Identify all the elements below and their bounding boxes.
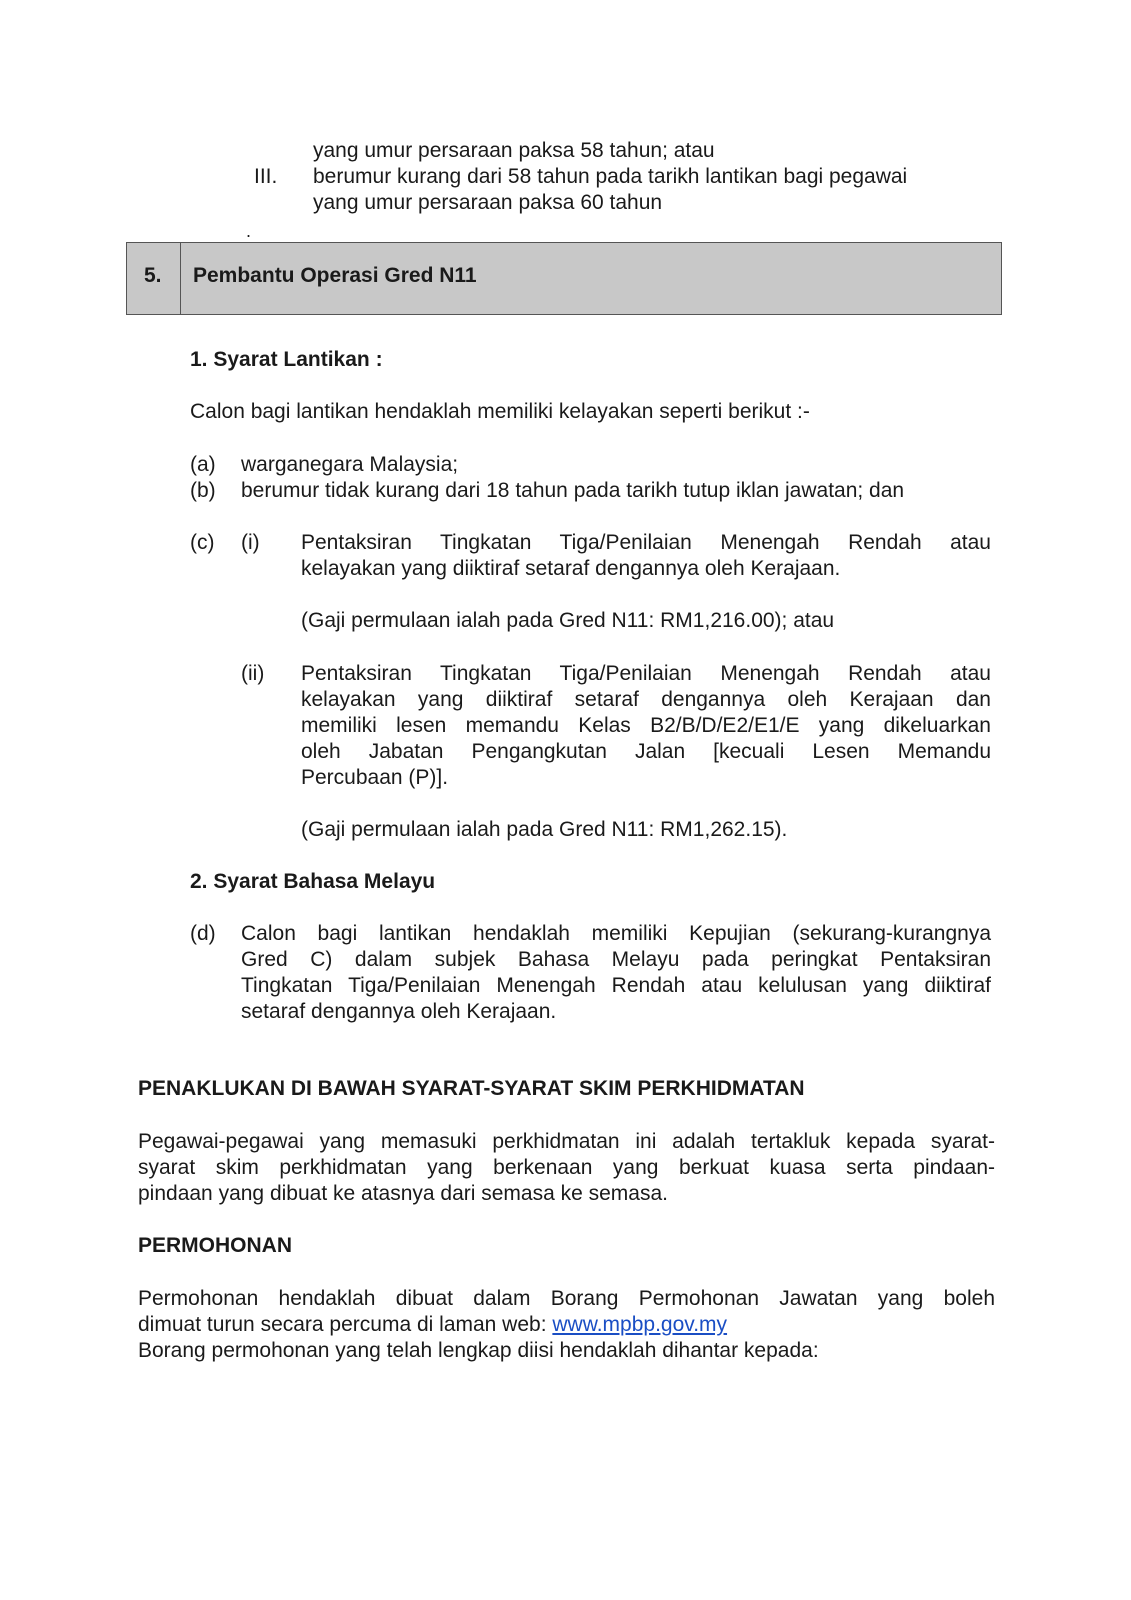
heading-penaklukan: PENAKLUKAN DI BAWAH SYARAT-SYARAT SKIM PERKHIDMATAN: [138, 1077, 805, 1100]
section-number: 5.: [144, 264, 162, 287]
subitem-i-line: Pentaksiran Tingkatan Tiga/Penilaian Menengah Rendah atau: [301, 531, 991, 554]
heading-syarat-lantikan: 1. Syarat Lantikan :: [190, 348, 383, 371]
item-marker-c: (c): [190, 531, 215, 554]
subitem-marker-i: (i): [241, 531, 260, 554]
permohonan-line: [138, 1312, 727, 1338]
intro-text: Calon bagi lantikan hendaklah memiliki kelayakan seperti berikut :-: [190, 400, 810, 423]
website-link[interactable]: www.mpbp.gov.my: [552, 1313, 728, 1336]
item-marker-b: (b): [190, 479, 216, 502]
section-header-divider: [180, 243, 181, 314]
section-title: Pembantu Operasi Gred N11: [193, 264, 477, 287]
item-d-line: setaraf dengannya oleh Kerajaan.: [241, 1000, 557, 1023]
heading-syarat-bahasa: 2. Syarat Bahasa Melayu: [190, 870, 436, 893]
subitem-ii-line: Percubaan (P)].: [301, 766, 449, 789]
subitem-ii-line: oleh Jabatan Pengangkutan Jalan [kecuali Lesen Memandu: [301, 740, 991, 763]
stray-dot: .: [246, 221, 252, 241]
penaklukan-line: pindaan yang dibuat ke atasnya dari semasa ke semasa.: [138, 1182, 668, 1205]
permohonan-line2-text: dimuat turun secara percuma di laman web:: [138, 1313, 553, 1336]
gaji-note-i: (Gaji permulaan ialah pada Gred N11: RM1,216.00); atau: [301, 609, 835, 632]
top-list-line: berumur kurang dari 58 tahun pada tarikh lantikan bagi pegawai: [313, 165, 908, 188]
item-d-line: Gred C) dalam subjek Bahasa Melayu pada peringkat Pentaksiran: [241, 948, 991, 971]
item-marker-d: (d): [190, 922, 216, 945]
gaji-note-ii: (Gaji permulaan ialah pada Gred N11: RM1,262.15).: [301, 818, 788, 841]
item-d-line: Calon bagi lantikan hendaklah memiliki Kepujian (sekurang-kurangnya: [241, 922, 991, 945]
item-b-text: berumur tidak kurang dari 18 tahun pada tarikh tutup iklan jawatan; dan: [241, 479, 905, 502]
subitem-i-line: kelayakan yang diiktiraf setaraf dengannya oleh Kerajaan.: [301, 557, 841, 580]
top-list-line: yang umur persaraan paksa 58 tahun; atau: [313, 139, 715, 162]
item-a-text: warganegara Malaysia;: [241, 453, 459, 476]
item-d-line: Tingkatan Tiga/Penilaian Menengah Rendah atau kelulusan yang diiktiraf: [241, 974, 991, 997]
penaklukan-line: syarat skim perkhidmatan yang berkenaan yang berkuat kuasa serta pindaan-: [138, 1156, 995, 1179]
permohonan-line: Borang permohonan yang telah lengkap diisi hendaklah dihantar kepada:: [138, 1339, 819, 1362]
subitem-ii-line: kelayakan yang diiktiraf setaraf dengannya oleh Kerajaan dan: [301, 688, 991, 711]
heading-permohonan: PERMOHONAN: [138, 1234, 293, 1257]
subitem-ii-line: memiliki lesen memandu Kelas B2/B/D/E2/E1/E yang dikeluarkan: [301, 714, 991, 737]
top-list-line: yang umur persaraan paksa 60 tahun: [313, 191, 663, 214]
subitem-ii-line: Pentaksiran Tingkatan Tiga/Penilaian Menengah Rendah atau: [301, 662, 991, 685]
penaklukan-line: Pegawai-pegawai yang memasuki perkhidmatan ini adalah tertakluk kepada syarat-: [138, 1130, 995, 1153]
section-header-box: [126, 242, 1002, 315]
subitem-marker-ii: (ii): [241, 662, 265, 685]
permohonan-line: Permohonan hendaklah dibuat dalam Borang Permohonan Jawatan yang boleh: [138, 1287, 995, 1310]
list-marker-iii: III.: [254, 165, 278, 188]
item-marker-a: (a): [190, 453, 216, 476]
